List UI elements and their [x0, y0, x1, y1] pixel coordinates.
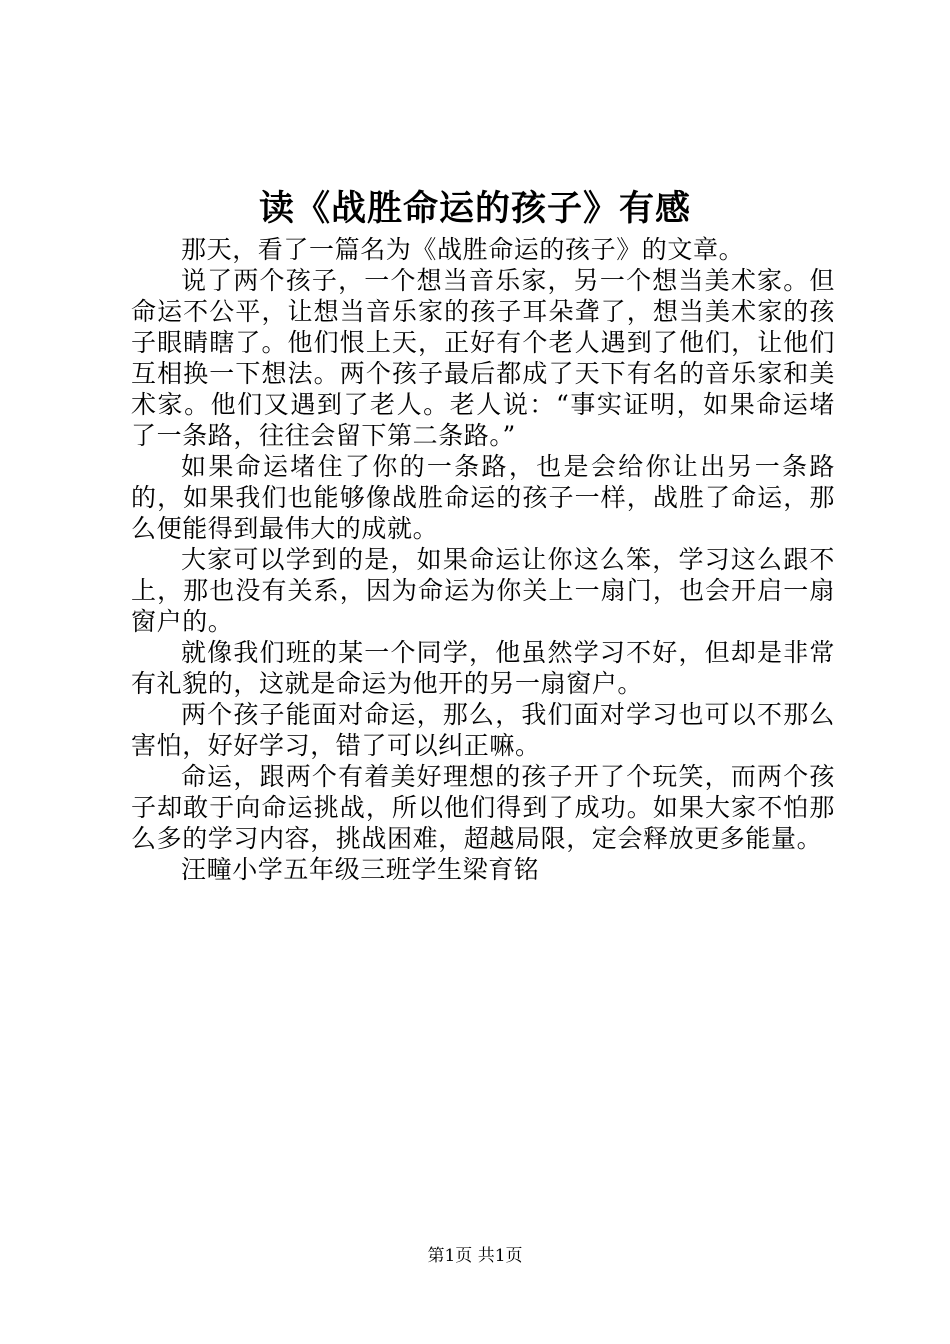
author-signature-line: 汪疃小学五年级三班学生梁育铭 [181, 855, 540, 884]
paragraph: 两个孩子能面对命运，那么，我们面对学习也可以不那么害怕，好好学习，错了可以纠正嘛。 [131, 700, 835, 760]
paragraph: 说了两个孩子，一个想当音乐家，另一个想当美术家。但命运不公平，让想当音乐家的孩子耳朵聋了，想当美术家的孩子眼睛瞎了。他们恨上天，正好有个老人遇到了他们，让他们互相换一下想法。两个孩子最后都成了天下有名的音乐家和美术家。他们又遇到了老人。老人说：“事实证明，如果命运堵了一条路，往往会留下第二条路。” [131, 266, 835, 450]
paragraph: 大家可以学到的是，如果命运让你这么笨，学习这么跟不上，那也没有关系，因为命运为你关上一扇门，也会开启一扇窗户的。 [131, 545, 835, 636]
paragraph: 就像我们班的某一个同学，他虽然学习不好，但却是非常有礼貌的，这就是命运为他开的另一扇窗户。 [131, 638, 835, 698]
paragraph: 那天，看了一篇名为《战胜命运的孩子》的文章。 [181, 235, 745, 264]
document-body [131, 234, 835, 885]
page-number-footer: 第1页 共1页 [427, 1246, 523, 1266]
document-title: 读《战胜命运的孩子》有感 [258, 188, 691, 229]
paragraph: 如果命运堵住了你的一条路，也是会给你让出另一条路的，如果我们也能够像战胜命运的孩子一样，战胜了命运，那么便能得到最伟大的成就。 [131, 452, 835, 543]
paragraph: 命运，跟两个有着美好理想的孩子开了个玩笑，而两个孩子却敢于向命运挑战，所以他们得到了成功。如果大家不怕那么多的学习内容，挑战困难，超越局限，定会释放更多能量。 [131, 762, 835, 853]
